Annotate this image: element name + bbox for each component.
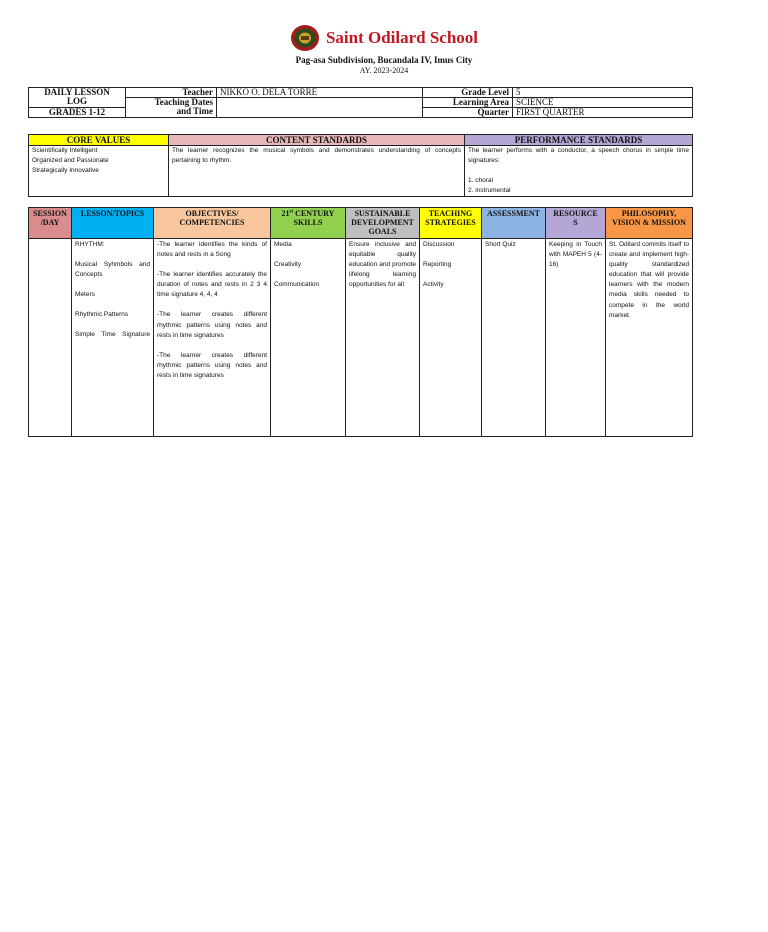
strategy-item: Reporting xyxy=(423,261,452,269)
core-values-cell xyxy=(29,146,169,197)
strategy-item: Activity xyxy=(423,281,444,289)
performance-standards-cell xyxy=(465,146,693,197)
objective-item: -The learner creates different rhythmic patterns using notes and rests in time signatures xyxy=(157,311,267,339)
core-value-item: Organized and Passionate xyxy=(32,157,109,164)
performance-item: 1. choral xyxy=(468,177,493,184)
sdg-cell: Ensure inclusive and equitable quality education and promote lifelong learning opportunities for all xyxy=(346,239,420,437)
objective-item: -The learner identifies the kinds of notes and rests in a Song xyxy=(157,241,267,259)
school-header xyxy=(0,24,768,75)
lesson-plan-table xyxy=(28,207,693,437)
assessment-header: ASSESSMENT xyxy=(482,208,546,239)
skill-item: Creativity xyxy=(274,261,302,269)
sdg-header: SUSTAINABLE DEVELOPMENT GOALS xyxy=(346,208,420,239)
skill-item: Communication xyxy=(274,281,320,289)
objectives-header: OBJECTIVES/ COMPETENCIES xyxy=(154,208,271,239)
performance-standards-header: PERFORMANCE STANDARDS xyxy=(465,135,693,146)
quarter-label: Quarter xyxy=(423,108,513,118)
topic-item: Musical Syhmbols and Concepts xyxy=(75,261,150,279)
teaching-dates-value xyxy=(217,98,423,118)
learning-area-value: SCIENCE xyxy=(513,98,693,108)
school-seal-icon xyxy=(290,24,320,52)
topic-item: RHYTHM: xyxy=(75,241,105,248)
school-name: Saint Odilard School xyxy=(325,28,479,47)
quarter-value: FIRST QUARTER xyxy=(513,108,693,118)
school-address: Pag-asa Subdivision, Bucandala IV, Imus City xyxy=(295,55,473,65)
lesson-topics-cell xyxy=(72,239,154,437)
learning-area-label: Learning Area xyxy=(423,98,513,108)
resources-header: RESOURCE S xyxy=(546,208,606,239)
assessment-cell: Short Quiz xyxy=(482,239,546,437)
core-value-item: Scientifically Intelligent xyxy=(32,147,98,154)
core-values-header: CORE VALUES xyxy=(29,135,169,146)
objective-item: -The learner creates different rhythmic patterns using notes and rests in time signatures xyxy=(157,351,267,379)
log-title: DAILY LESSON LOG xyxy=(29,88,126,108)
skill-item: Media xyxy=(274,241,292,248)
objectives-cell xyxy=(154,239,271,437)
grade-level-label: Grade Level xyxy=(423,88,513,98)
century-skills-header: 21st CENTURY SKILLS xyxy=(271,208,346,239)
teaching-dates-label: Teaching Dates and Time xyxy=(126,98,217,118)
century-skills-cell xyxy=(271,239,346,437)
teacher-label: Teacher xyxy=(126,88,217,98)
content-standards-header: CONTENT STANDARDS xyxy=(169,135,465,146)
standards-table xyxy=(28,134,693,197)
topic-item: Rhythmic Patterns xyxy=(75,311,129,319)
lesson-info-table xyxy=(28,87,693,118)
teacher-value: NIKKO O. DELA TORRE xyxy=(217,88,423,98)
session-header: SESSION /DAY xyxy=(29,208,72,239)
performance-item: 2. instrumental xyxy=(468,187,511,194)
performance-intro: The learner performs with a conductor, a speech chorus in simple time signatures: xyxy=(468,147,689,164)
grades-label: GRADES 1-12 xyxy=(29,108,126,118)
philosophy-cell: St. Odilard commits itself to create and implement high-quality standardized education that will provide learners with the modern media skills needed to compete in the world market. xyxy=(606,239,693,437)
philosophy-header: PHILOSOPHY, VISION & MISSION xyxy=(606,208,693,239)
resources-cell: Keeping in Touch with MAPEH 5 (4-16) xyxy=(546,239,606,437)
grade-level-value: 5 xyxy=(513,88,693,98)
content-standards-cell: The learner recognizes the musical symbols and demonstrates understanding of concepts pertaining to rhythm. xyxy=(169,146,465,197)
academic-year: AY. 2023-2024 xyxy=(359,66,409,75)
teaching-strategies-cell xyxy=(420,239,482,437)
strategy-item: Discussion xyxy=(423,241,455,248)
objective-item: -The learner identifies accurately the duration of notes and rests in 2 3 4 time signature 4, 4, 4 xyxy=(157,271,267,299)
lesson-topics-header: LESSON/TOPICS xyxy=(72,208,154,239)
topic-item: Simple Time Signature xyxy=(75,331,150,339)
core-value-item: Strategically Innovative xyxy=(32,167,99,174)
topic-item: Meters xyxy=(75,291,95,299)
teaching-strategies-header: TEACHING STRATEGIES xyxy=(420,208,482,239)
session-cell xyxy=(29,239,72,437)
